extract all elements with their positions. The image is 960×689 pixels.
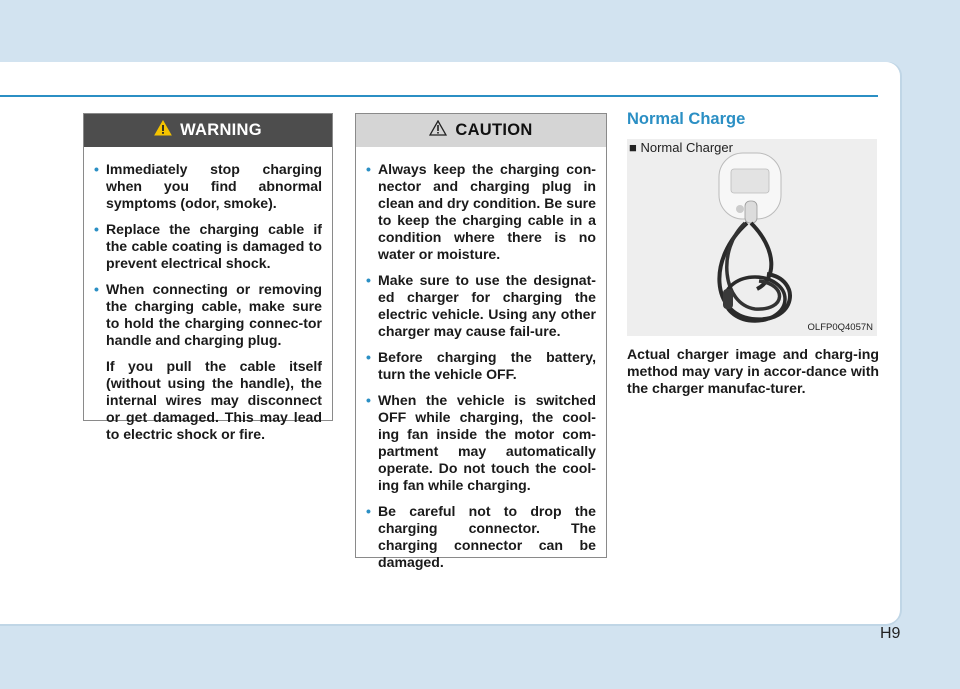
warning-item: • Immediately stop charging when you find abnormal symptoms (odor, smoke). [94,161,322,211]
caution-item: • When the vehicle is switched OFF while charging, the cool-ing fan inside the motor com-partment may automatically operate. Do not touch the cool-ing fan while charging. [366,392,596,493]
warning-item: • When connecting or removing the charging cable, make sure to hold the charging connec-tor handle and charging plug. [94,281,322,348]
section-description: Actual charger image and charg-ing method may vary in accor-dance with the charger manufac-turer. [627,346,879,396]
charger-illustration [627,139,877,336]
warning-header [84,114,332,147]
header-rule [0,95,878,97]
charger-figure [627,139,877,336]
caution-header [356,114,606,147]
caution-title: CAUTION [455,121,533,139]
warning-extra-text: If you pull the cable itself (without using the handle), the internal wires may disconnect or get damaged. This may lead to electric shock or fire. [106,358,322,442]
caution-item: • Be careful not to drop the charging connector. The charging connector can be damaged. [366,503,596,570]
warning-box [83,113,333,442]
warning-title: WARNING [180,121,262,139]
figure-caption: ■ Normal Charger [629,140,733,155]
caution-box [355,113,607,570]
caution-item: • Always keep the charging con-nector and charging plug in clean and dry condition. Be sure to keep the charging cable in a condition where there is no water or moisture. [366,161,596,262]
caution-triangle-icon [429,120,447,141]
section-title: Normal Charge [627,110,746,128]
caution-item: • Make sure to use the designat-ed charger for charging the electric vehicle. Using any other charger may cause fail-ure. [366,272,596,339]
page-number: H9 [880,625,901,642]
figure-code: OLFP0Q4057N [807,322,873,333]
caution-item: • Before charging the battery, turn the vehicle OFF. [366,349,596,382]
warning-triangle-icon [154,120,172,141]
warning-item: • Replace the charging cable if the cable coating is damaged to prevent electrical shock. [94,221,322,271]
